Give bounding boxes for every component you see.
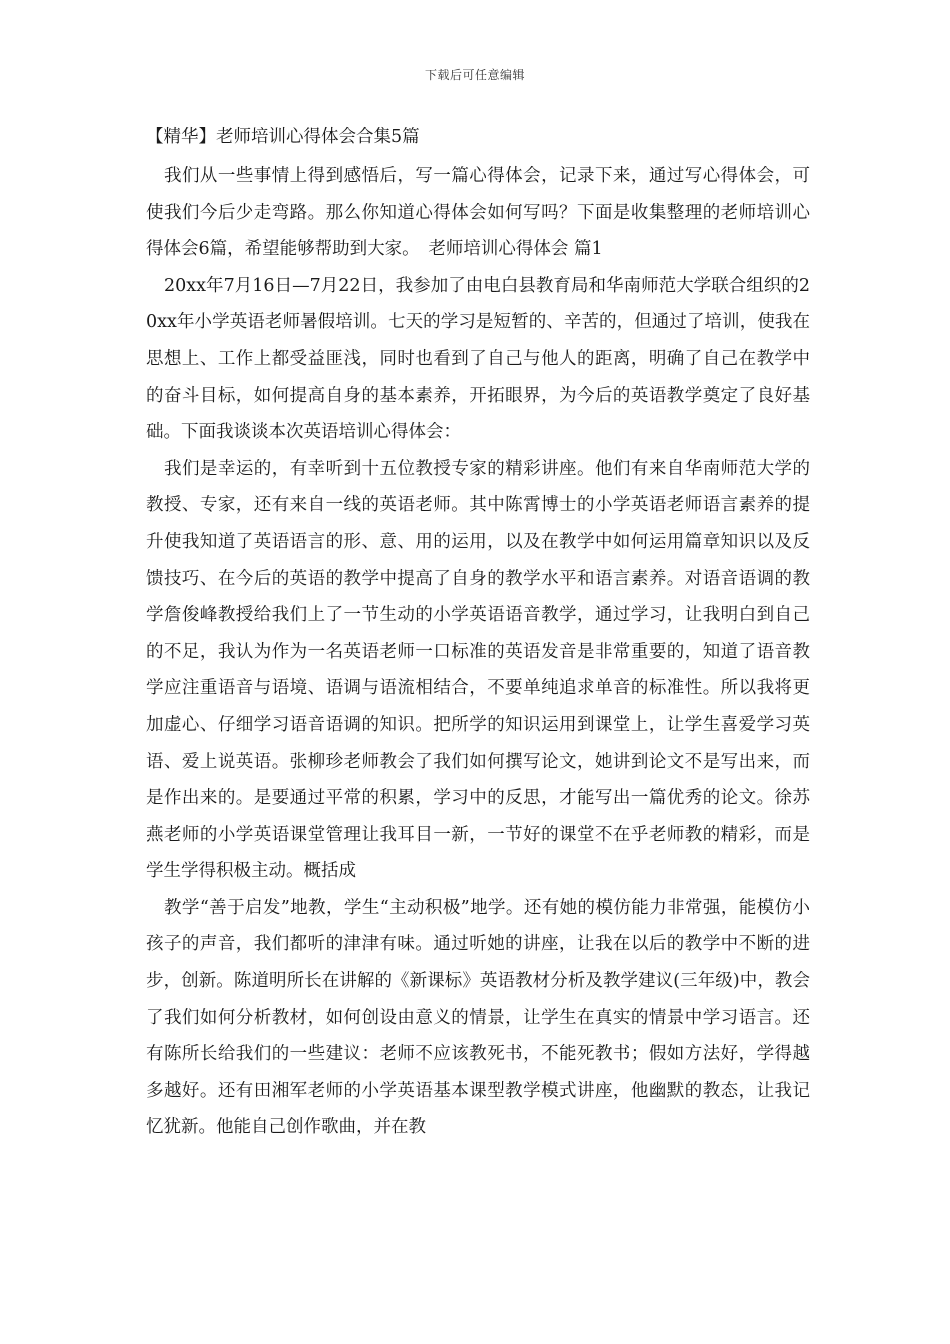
paragraph-intro: 我们从一些事情上得到感悟后，写一篇心得体会，记录下来，通过写心得体会，可使我们今后少走弯路。那么你知道心得体会如何写吗？下面是收集整理的老师培训心得体会6篇，希望能够帮助到大家。 老师培训心得体会 篇1 [146, 166, 810, 260]
document-body [146, 120, 810, 1146]
paragraph-lectures: 我们是幸运的，有幸听到十五位教授专家的精彩讲座。他们有来自华南师范大学的教授、专家，还有来自一线的英语老师。其中陈霄博士的小学英语老师语言素养的提升使我知道了英语语言的形、意、用的运用，以及在教学中如何运用篇章知识以及反馈技巧、在今后的英语的教学中提高了自身的教学水平和语言素养。对语音语调的教学詹俊峰教授给我们上了一节生动的小学英语语音教学，通过学习，让我明白到自己的不足，我认为作为一名英语老师一口标准的英语发音是非常重要的，知道了语音教学应注重语音与语境、语调与语流相结合，不要单纯追求单音的标准性。所以我将更加虚心、仔细学习语音语调的知识。把所学的知识运用到课堂上，让学生喜爱学习英语、爱上说英语。张柳珍老师教会了我们如何撰写论文，她讲到论文不是写出来，而是作出来的。是要通过平常的积累，学习中的反思，才能写出一篇优秀的论文。徐苏燕老师的小学英语课堂管理让我耳目一新，一节好的课堂不在乎老师教的精彩，而是学生学得积极主动。概括成 [146, 458, 810, 882]
paragraph-training-overview: 20xx年7月16日—7月22日，我参加了由电白县教育局和华南师范大学联合组织的20xx年小学英语老师暑假培训。七天的学习是短暂的、辛苦的，但通过了培训，使我在思想上、工作上都受益匪浅，同时也看到了自己与他人的距离，明确了自己在教学中的奋斗目标，如何提高自身的基本素养，开拓眼界，为今后的英语教学奠定了良好基础。下面我谈谈本次英语培训心得体会： [146, 275, 810, 443]
page-header-note: 下载后可任意编辑 [424, 68, 525, 82]
paragraph-teaching-methods: 教学“善于启发”地教，学生“主动积极”地学。还有她的模仿能力非常强，能模仿小孩子的声音，我们都听的津津有味。通过听她的讲座，让我在以后的教学中不断的进步，创新。陈道明所长在讲解的《新课标》英语教材分析及教学建议(三年级)中，教会了我们如何分析教材，如何创设由意义的情景，让学生在真实的情景中学习语言。还有陈所长给我们的一些建议：老师不应该教死书，不能死教书；假如方法好，学得越多越好。还有田湘军老师的小学英语基本课型教学模式讲座，他幽默的教态，让我记忆犹新。他能自己创作歌曲，并在教 [146, 897, 810, 1138]
document-title: 【精华】老师培训心得体会合集5篇 [146, 127, 420, 147]
